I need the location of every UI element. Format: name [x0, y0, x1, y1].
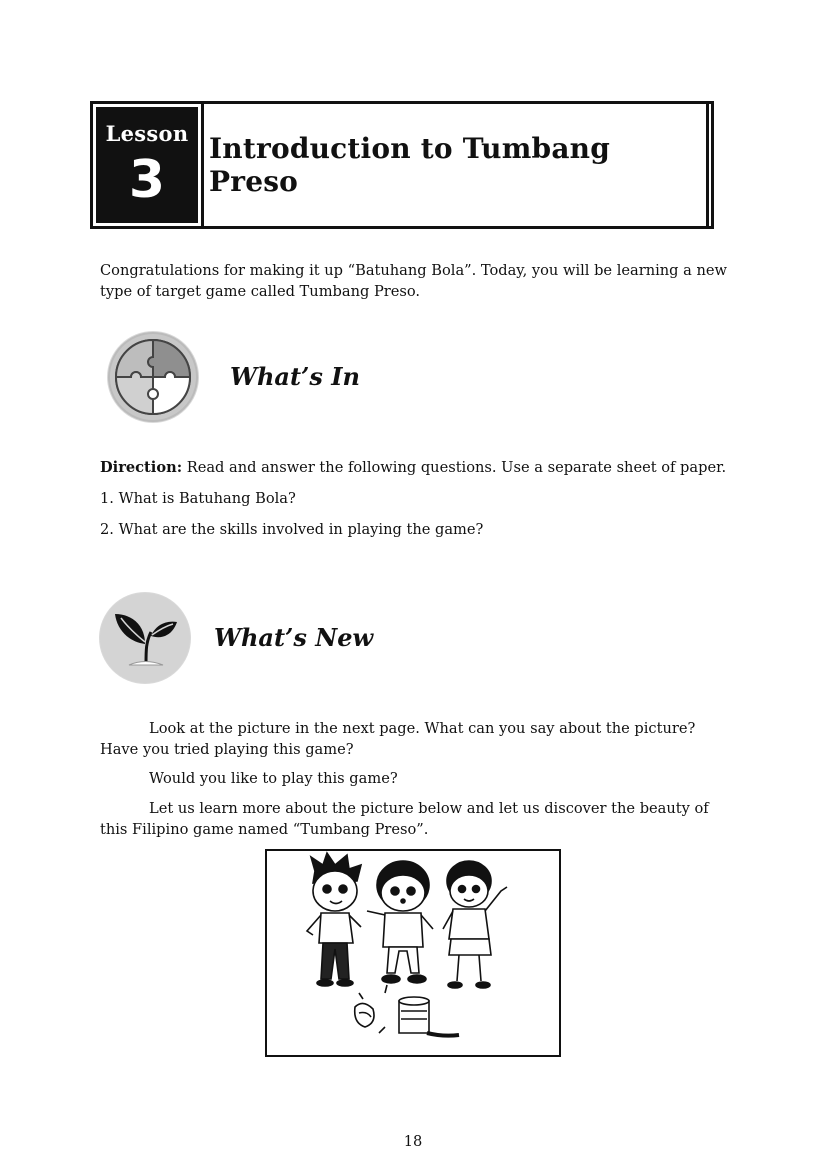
- intro-paragraph: Congratulations for making it up “Batuhang Bola”. Today, you will be learning a new type of target game called Tumbang Preso.: [100, 262, 728, 300]
- whats-new-paragraph-2: Would you like to play this game?: [149, 770, 398, 787]
- lesson-title: Introduction to Tumbang Preso: [209, 132, 611, 198]
- direction-line: [100, 457, 727, 478]
- lesson-label: Lesson: [105, 121, 189, 146]
- lesson-title-box: [201, 104, 709, 226]
- lesson-header: [90, 101, 714, 229]
- question-1: 1. What is Batuhang Bola?: [100, 490, 296, 507]
- lesson-number: 3: [128, 150, 166, 210]
- puzzle-icon: [107, 331, 199, 423]
- children-playing-illustration: [265, 849, 561, 1057]
- whats-in-heading: What’s In: [230, 362, 360, 391]
- page-number: 18: [403, 1133, 423, 1150]
- sprout-icon: [99, 592, 191, 684]
- direction-label: Direction:: [100, 459, 183, 476]
- whats-new-paragraph-3: Let us learn more about the picture below and let us discover the beauty of this Filipino game named “Tumbang Preso”.: [100, 800, 709, 838]
- direction-text: Read and answer the following questions. Use a separate sheet of paper.: [182, 459, 727, 476]
- question-2: 2. What are the skills involved in playing the game?: [100, 521, 484, 538]
- lesson-number-box: [93, 104, 201, 226]
- whats-new-heading: What’s New: [214, 623, 374, 652]
- whats-new-paragraph-1: Look at the picture in the next page. What can you say about the picture? Have you tried playing this game?: [100, 720, 696, 758]
